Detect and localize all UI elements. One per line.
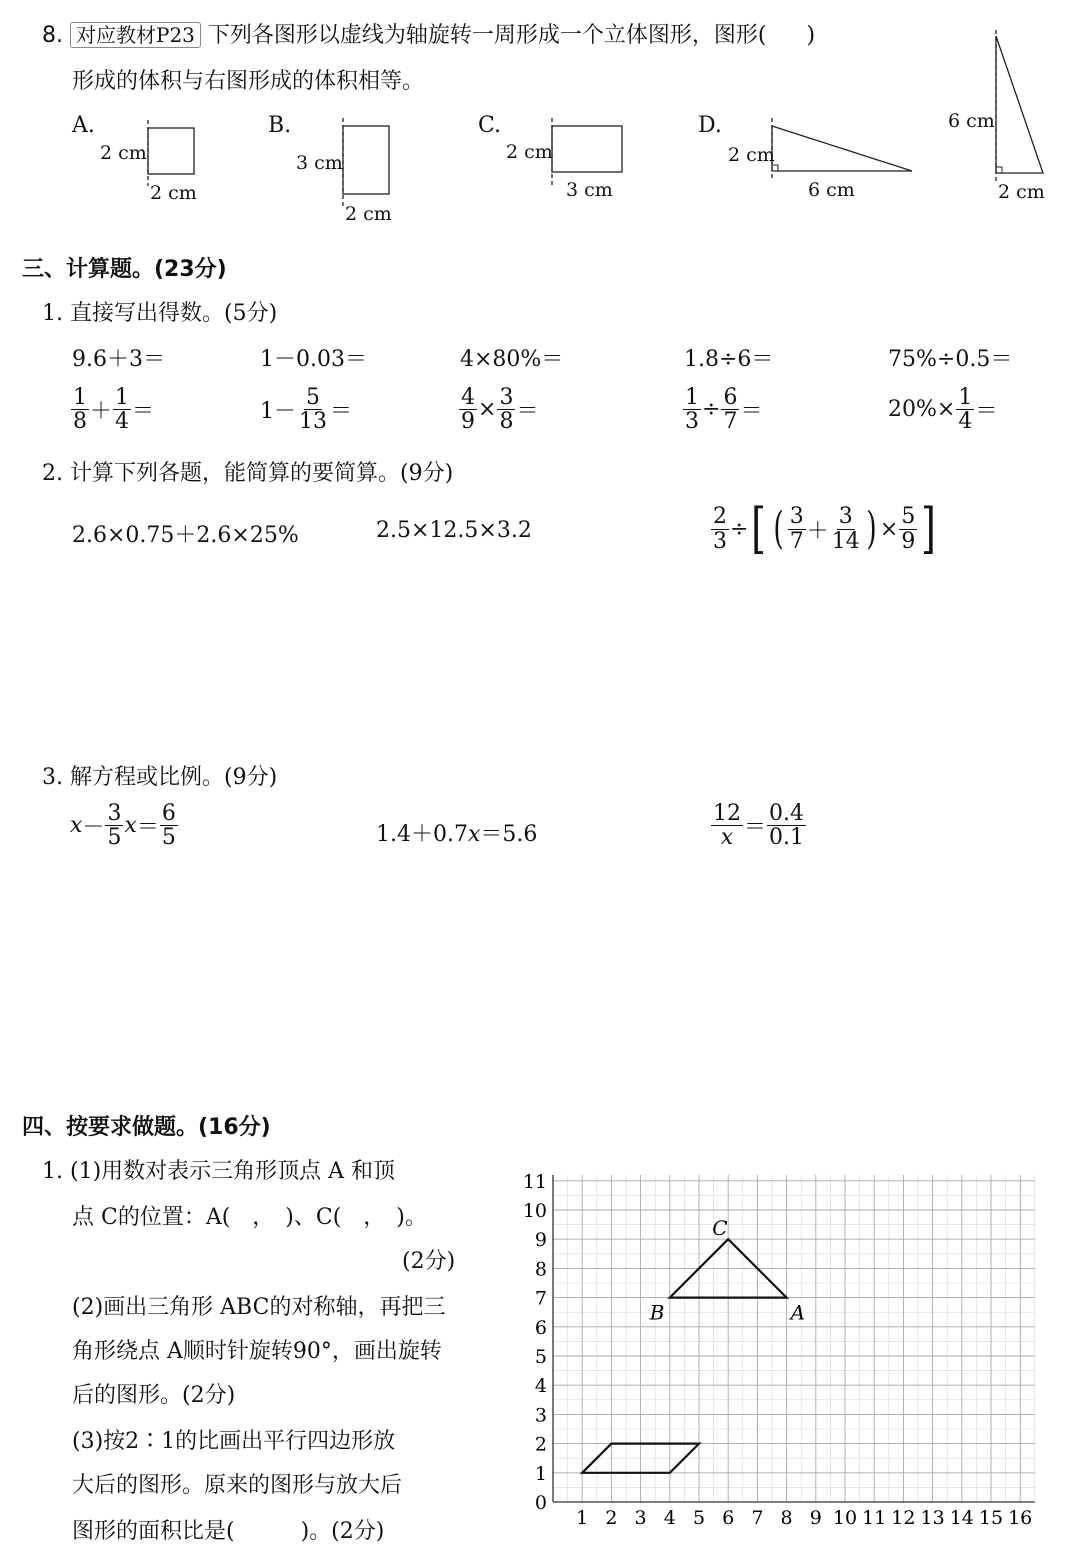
x-tick-label: 4 bbox=[663, 1507, 676, 1529]
y-tick-label: 0 bbox=[534, 1492, 547, 1514]
calc-6: $\frac{1}{8}$ ＋ $\frac{1}{4}$ ＝ bbox=[73, 385, 155, 435]
question-text: 下列各图形以虚线为轴旋转一周形成一个立体图形，图形( bbox=[207, 23, 767, 48]
q1-line-6: 后的图形。(2分) bbox=[72, 1383, 236, 1408]
label-a: A bbox=[790, 1300, 806, 1325]
y-tick-label: 4 bbox=[534, 1375, 547, 1398]
y-tick-label: 8 bbox=[534, 1258, 547, 1281]
y-tick-label: 10 bbox=[522, 1200, 547, 1222]
label-c: C bbox=[712, 1216, 728, 1241]
x-tick-label: 11 bbox=[862, 1507, 887, 1529]
x-tick-label: 12 bbox=[891, 1507, 916, 1529]
option-a-label: A. bbox=[72, 113, 95, 138]
x-tick-label: 16 bbox=[1008, 1507, 1033, 1529]
y-tick-label: 9 bbox=[534, 1229, 547, 1252]
option-b-label: B. bbox=[268, 113, 292, 138]
question-number: 8. bbox=[42, 23, 63, 48]
p3-expr-3: $\frac{12}{x}$ ＝ $\frac{0.4}{0.1}$ bbox=[713, 801, 805, 851]
y-tick-label: 6 bbox=[534, 1316, 547, 1339]
x-tick-label: 5 bbox=[692, 1507, 706, 1529]
calc-1: 9.6＋3＝ bbox=[72, 347, 165, 372]
y-tick-label: 2 bbox=[534, 1433, 547, 1456]
q1-line-4: (2)画出三角形 ABC的对称轴，再把三 bbox=[72, 1295, 446, 1320]
question-8-line1: 8. 对应教材P23 下列各图形以虚线为轴旋转一周形成一个立体图形，图形( ) bbox=[42, 23, 816, 48]
x-tick-label: 3 bbox=[634, 1507, 647, 1529]
q1-line-2: 点 C的位置：A( ， )、C( ， )。 bbox=[72, 1205, 427, 1230]
x-tick-label: 13 bbox=[920, 1507, 945, 1529]
x-tick-label: 15 bbox=[978, 1507, 1004, 1529]
x-tick-label: 1 bbox=[576, 1507, 589, 1529]
calc-2: 1－0.03＝ bbox=[260, 347, 367, 372]
x-tick-label: 9 bbox=[809, 1507, 822, 1529]
x-tick-label: 14 bbox=[949, 1507, 974, 1529]
y-tick-label: 7 bbox=[534, 1287, 547, 1310]
option-b-bottom: 2 cm bbox=[345, 203, 392, 225]
p3-title: 3. 解方程或比例。(9分) bbox=[42, 765, 278, 790]
calc-3: 4×80%＝ bbox=[460, 347, 564, 372]
option-d-bottom: 6 cm bbox=[808, 179, 855, 201]
x-tick-label: 6 bbox=[722, 1507, 735, 1529]
p2-title: 2. 计算下列各题，能简算的要简算。(9分) bbox=[42, 461, 454, 486]
label-b: B bbox=[649, 1300, 665, 1325]
option-c-bottom: 3 cm bbox=[566, 179, 613, 201]
calc-8: $\frac{4}{9}$ × $\frac{3}{8}$ ＝ bbox=[461, 385, 539, 435]
p1-title: 1. 直接写出得数。(5分) bbox=[42, 301, 278, 326]
p2-expr-1: 2.6×0.75＋2.6×25% bbox=[72, 523, 299, 548]
x-tick-label: 10 bbox=[832, 1507, 858, 1529]
coordinate-grid bbox=[510, 1160, 1050, 1540]
calc-4: 1.8÷6＝ bbox=[684, 347, 774, 372]
calc-10: 20%× $\frac{1}{4}$ ＝ bbox=[888, 385, 998, 435]
calc-9: $\frac{1}{3}$ ÷ $\frac{6}{7}$ ＝ bbox=[685, 385, 763, 435]
section-4-title: 四、按要求做题。(16分) bbox=[22, 1115, 271, 1140]
option-a-side: 2 cm bbox=[100, 142, 147, 164]
y-tick-label: 11 bbox=[522, 1170, 547, 1193]
reference-side: 6 cm bbox=[948, 110, 995, 132]
option-d-label: D. bbox=[698, 113, 722, 138]
textbook-tag: 对应教材P23 bbox=[70, 22, 201, 48]
y-tick-label: 1 bbox=[534, 1462, 547, 1485]
q1-line-8: 大后的图形。原来的图形与放大后 bbox=[72, 1473, 403, 1498]
option-d-side: 2 cm bbox=[728, 144, 775, 166]
x-tick-label: 7 bbox=[751, 1507, 764, 1529]
option-b-side: 3 cm bbox=[296, 152, 343, 174]
calc-5: 75%÷0.5＝ bbox=[888, 347, 1013, 372]
y-tick-label: 5 bbox=[534, 1346, 547, 1368]
reference-bottom: 2 cm bbox=[998, 181, 1045, 203]
q8-figures bbox=[0, 0, 1080, 240]
q1-line-9: 图形的面积比是( )。(2分) bbox=[72, 1519, 385, 1544]
p3-expr-1: x － $\frac{3}{5}$ x ＝ $\frac{6}{5}$ bbox=[70, 801, 176, 851]
q1-line-7: (3)按2∶1的比画出平行四边形放 bbox=[72, 1429, 396, 1454]
p2-expr-2: 2.5×12.5×3.2 bbox=[376, 518, 532, 543]
y-tick-label: 3 bbox=[534, 1404, 547, 1427]
calc-7: 1－ $\frac{5}{13}$ ＝ bbox=[260, 385, 353, 435]
option-c-side: 2 cm bbox=[506, 141, 553, 163]
x-tick-label: 2 bbox=[605, 1507, 618, 1529]
p3-expr-2: 1.4＋0.7x＝5.6 bbox=[376, 822, 538, 847]
p2-expr-3: $\frac{2}{3}$ ÷ [ ( $\frac{3}{7}$ ＋ $\frac{3}{14}$ ) × $\frac{5}{9}$ ] bbox=[713, 497, 937, 560]
option-c-label: C. bbox=[478, 113, 502, 138]
question-8-line2: 形成的体积与右图形成的体积相等。 bbox=[72, 69, 425, 94]
x-tick-label: 8 bbox=[780, 1507, 793, 1529]
q1-line-3: (2分) bbox=[402, 1249, 456, 1274]
q1-line-1: 1. (1)用数对表示三角形顶点 A 和顶 bbox=[42, 1159, 396, 1184]
section-3-title: 三、计算题。(23分) bbox=[22, 257, 227, 282]
option-a-bottom: 2 cm bbox=[150, 182, 197, 204]
q1-line-5: 角形绕点 A顺时针旋转90°，画出旋转 bbox=[72, 1339, 442, 1364]
